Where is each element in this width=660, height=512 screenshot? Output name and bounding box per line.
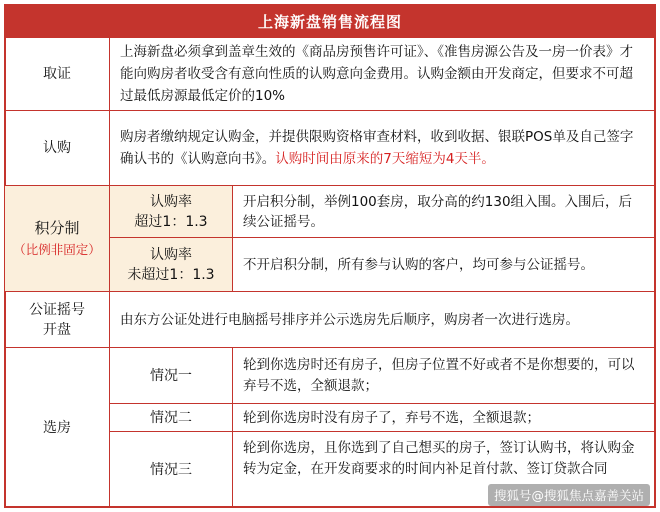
xuanfang-case3-label: 情况三 bbox=[110, 432, 233, 507]
jifen-case1-label: 认购率 超过1：1.3 bbox=[110, 186, 233, 238]
rengou-highlight: 认购时间由原来的7天缩短为4天半。 bbox=[275, 151, 495, 167]
row-label-rengou: 认购 bbox=[5, 111, 110, 186]
jifen-case2-text: 不开启积分制，所有参与认购的客户，均可参与公证摇号。 bbox=[233, 238, 655, 292]
row-label-xuanfang: 选房 bbox=[5, 348, 110, 507]
jifen-case2-label: 认购率 未超过1：1.3 bbox=[110, 238, 233, 292]
xuanfang-case1-text: 轮到你选房时还有房子，但房子位置不好或者不是你想要的，可以弃号不选，全额退款； bbox=[233, 348, 655, 404]
jifen-sublabel: （比例非固定） bbox=[13, 241, 101, 257]
row-label-jifen bbox=[5, 186, 110, 292]
page-title: 上海新盘销售流程图 bbox=[4, 4, 656, 38]
xuanfang-case2-text: 轮到你选房时没有房子了，弃号不选，全额退款； bbox=[233, 404, 655, 432]
rengou-text: 购房者缴纳规定认购金，并提供限购资格审查材料，收到收据、银联POS单及自己签字确认书的《认购意向书》。 bbox=[120, 129, 634, 167]
jifen-label: 积分制 bbox=[34, 218, 80, 237]
row-label-quzheng: 取证 bbox=[5, 38, 110, 111]
row-text-gongzheng: 由东方公证处进行电脑摇号排序并公示选房先后顺序，购房者一次进行选房。 bbox=[110, 292, 655, 348]
row-text-quzheng: 上海新盘必须拿到盖章生效的《商品房预售许可证》、《准售房源公告及一房一价表》才能向购房者收受含有意向性质的认购意向金费用。认购金额由开发商定，但要求不可超过最低房源最低定价的10% bbox=[110, 38, 655, 111]
xuanfang-case1-label: 情况一 bbox=[110, 348, 233, 404]
watermark: 搜狐号@搜狐焦点嘉善关站 bbox=[488, 484, 650, 506]
xuanfang-case3-text: 轮到你选房，且你选到了自己想买的房子，签订认购书，将认购金转为定金，在开发商要求的时间内补足首付款、签订贷款合同 bbox=[243, 440, 635, 477]
row-label-gongzheng: 公证摇号 开盘 bbox=[5, 292, 110, 348]
jifen-case1-text: 开启积分制，举例100套房，取分高的约130组入围。入围后，后续公证摇号。 bbox=[233, 186, 655, 238]
xuanfang-case2-label: 情况二 bbox=[110, 404, 233, 432]
row-text-rengou bbox=[110, 111, 655, 186]
